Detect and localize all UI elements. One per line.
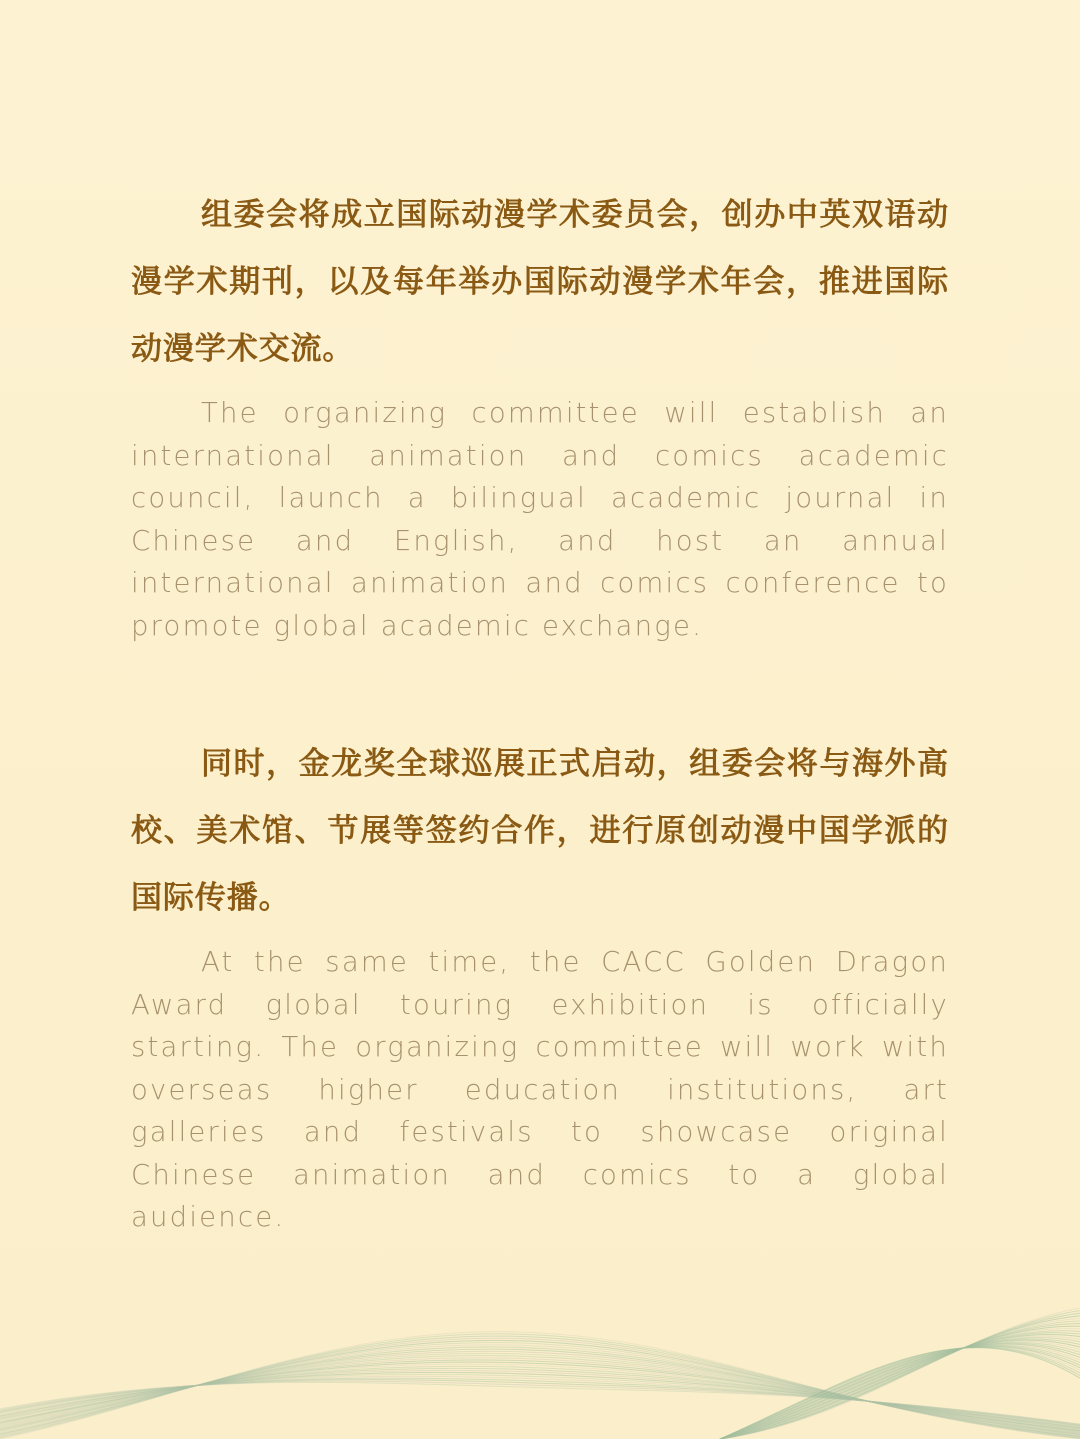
chinese-paragraph: 组委会将成立国际动漫学术委员会，创办中英双语动漫学术期刊，以及每年举办国际动漫学术年会，推进国际动漫学术交流。 <box>131 197 949 367</box>
wave-line <box>0 1334 1080 1439</box>
decorative-wave-lines <box>0 1290 1080 1439</box>
section-academic-council <box>131 182 949 647</box>
english-paragraph: The organizing committee will establish an international animation and comics academic council, launch a bilingual academic journal in Chinese and English, and host an annual international animation and comics conference to promote global academic exchange. <box>131 397 949 642</box>
wave-line <box>0 1336 1080 1438</box>
wave-line <box>0 1374 1080 1427</box>
wave-line <box>0 1366 1080 1429</box>
wave-line <box>0 1368 1080 1428</box>
english-paragraph: At the same time, the CACC Golden Dragon Award global touring exhibition is officially starting. The organizing committee will work with overseas higher education institutions, art galleries and festivals to showcase original Chinese animation and comics to a global audience. <box>131 946 949 1233</box>
wave-line <box>0 1380 1080 1426</box>
section-global-touring-exhibition <box>131 731 949 1239</box>
chinese-paragraph: 同时，金龙奖全球巡展正式启动，组委会将与海外高校、美术馆、节展等签约合作，进行原创动漫中国学派的国际传播。 <box>131 746 949 916</box>
